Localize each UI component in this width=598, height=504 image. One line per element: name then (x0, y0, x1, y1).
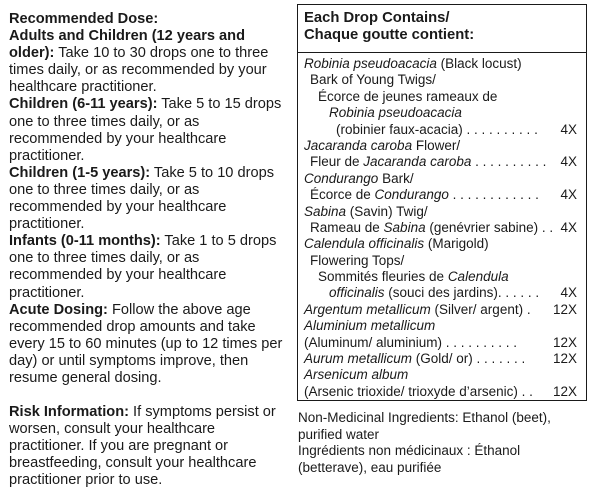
ingredient-line (298, 122, 586, 138)
ingredient-line (298, 220, 586, 236)
ingredient-line (298, 105, 586, 121)
ingredient-text-part: (souci des jardins). . . . . . (384, 285, 540, 301)
ingredient-text (304, 236, 489, 252)
children-6-11-dose: Children (6-11 years): Take 5 to 15 drops one to three times daily, or as recommended by your healthcare practitioner. (9, 96, 282, 164)
ingredient-line (298, 269, 586, 285)
ingredient-text-part: (Black locust) (436, 56, 522, 71)
ingredient-text (304, 367, 408, 383)
dilution-value: 4X (560, 219, 577, 235)
ingredient-text (318, 89, 497, 105)
ingredient-text (318, 269, 509, 285)
ingredient-line (298, 187, 586, 203)
ingredient-line (298, 72, 586, 88)
dosage-column (9, 11, 287, 490)
ingredient-text (304, 302, 531, 318)
latin-name: officinalis (329, 285, 385, 301)
ingredients-box (297, 4, 587, 401)
ingredient-text (336, 122, 538, 138)
ingredient-text (329, 285, 539, 301)
ingredient-text-part: Écorce de jeunes rameaux de (318, 88, 498, 104)
ingredient-text (304, 351, 525, 367)
non-medicinal-en: Non-Medicinal Ingredients: Ethanol (beet), purified water (298, 410, 551, 442)
latin-name: Robinia pseudoacacia (304, 56, 437, 71)
recommended-dose-heading: Recommended Dose: (9, 11, 159, 27)
dilution-value: 12X (552, 351, 577, 367)
box-title-fr: Chaque goutte contient: (304, 27, 475, 43)
dilution-value: 12X (552, 383, 577, 399)
ingredient-line (298, 138, 586, 154)
ingredients-box-title (304, 10, 474, 44)
ingredient-line (298, 384, 586, 400)
children-1-5-dose: Children (1-5 years): Take 5 to 10 drops one to three times daily, or as recommended by your healthcare practitioner. (9, 164, 274, 233)
latin-name: Condurango (304, 170, 379, 186)
latin-name: Arsenicum album (304, 367, 409, 383)
ingredient-text-part: . . . . . . . . . . . . (448, 187, 539, 203)
box-title-en: Each Drop Contains/ (304, 10, 450, 26)
dilution-value: 4X (560, 154, 577, 170)
ingredient-text (310, 187, 539, 203)
latin-name: Argentum metallicum (304, 301, 431, 317)
dilution-value: 12X (552, 334, 577, 350)
ingredient-text (304, 56, 522, 72)
ingredient-line (298, 253, 586, 269)
ingredient-text-part: (Gold/ or) . . . . . . . (412, 351, 526, 367)
latin-name: Sabina (304, 203, 347, 219)
latin-name: Jacaranda caroba (363, 154, 472, 170)
ingredient-text (304, 204, 428, 220)
ingredient-line (298, 56, 586, 72)
ingredient-line (298, 204, 586, 220)
non-medicinal-ingredients (298, 410, 590, 476)
ingredient-text (310, 220, 553, 236)
infants-dose: Infants (0-11 months): Take 1 to 5 drops one to three times daily, or as recommended by your healthcare practitioner. (9, 233, 277, 301)
ingredient-text (304, 384, 533, 400)
ingredient-text-part: . . . . . . . . . . (471, 154, 547, 170)
latin-name: Condurango (374, 187, 449, 203)
dilution-value: 4X (560, 121, 577, 137)
ingredient-line (298, 171, 586, 187)
dilution-value: 4X (560, 285, 577, 301)
latin-name: Sabina (383, 219, 426, 235)
ingredient-text-part: (robinier faux-acacia) . . . . . . . . . . (336, 121, 538, 137)
ingredient-text (310, 154, 546, 170)
ingredient-line (298, 302, 586, 318)
ingredient-text-part: Flower/ (412, 137, 461, 153)
ingredient-line (298, 154, 586, 170)
ingredient-text-part: (Arsenic trioxide/ trioxyde d’arsenic) . . (304, 383, 533, 399)
ingredient-line (298, 367, 586, 383)
ingredient-text-part: (Silver/ argent) . (430, 301, 531, 317)
box-divider (298, 52, 586, 53)
ingredient-text-part: Sommités fleuries de (318, 269, 448, 285)
ingredient-list (298, 56, 586, 400)
latin-name: Robinia pseudoacacia (329, 105, 462, 121)
ingredient-line (298, 285, 586, 301)
ingredient-text (304, 171, 414, 187)
risk-information: Risk Information: If symptoms persist or worsen, consult your healthcare practitioner. If you are pregnant or breastfeeding, consult your healthcare practitioner prior to use. (9, 404, 276, 489)
latin-name: Calendula officinalis (304, 236, 425, 252)
adults-dose: Adults and Children (12 years and older): Take 10 to 30 drops one to three times daily, or as recommended by your healthcare practitioner. (9, 28, 269, 96)
latin-name: Aluminium metallicum (304, 318, 436, 334)
latin-name: Calendula (447, 269, 509, 285)
latin-name: Jacaranda caroba (304, 137, 413, 153)
ingredient-text-part: Flowering Tops/ (310, 252, 405, 268)
ingredient-line (298, 351, 586, 367)
ingredient-text (304, 318, 435, 334)
ingredient-text (329, 105, 462, 121)
ingredient-text-part: Bark/ (378, 170, 414, 186)
ingredient-text-part: (Savin) Twig/ (346, 203, 428, 219)
ingredient-text-part: Rameau de (310, 219, 384, 235)
ingredient-line (298, 236, 586, 252)
dilution-value: 12X (552, 301, 577, 317)
ingredient-line (298, 89, 586, 105)
latin-name: Aurum metallicum (304, 351, 413, 367)
ingredient-line (298, 318, 586, 334)
ingredient-text (304, 335, 517, 351)
ingredient-text-part: (genévrier sabine) . . (425, 219, 554, 235)
ingredient-text (310, 253, 404, 269)
ingredient-text-part: Fleur de (310, 154, 364, 170)
ingredient-text (304, 138, 460, 154)
ingredient-text-part: Bark of Young Twigs/ (310, 72, 436, 88)
ingredient-text-part: (Aluminum/ aluminium) . . . . . . . . . . (304, 334, 518, 350)
acute-dosing: Acute Dosing: Follow the above age recommended drop amounts and take every 15 to 60 minutes (up to 12 times per day) or until symptoms improve, then resume general dosing. (9, 301, 283, 386)
non-medicinal-fr: Ingrédients non médicinaux : Éthanol (betterave), eau purifiée (298, 443, 521, 475)
ingredient-text (310, 72, 436, 88)
dilution-value: 4X (560, 187, 577, 203)
ingredient-text-part: (Marigold) (424, 236, 489, 252)
ingredient-line (298, 335, 586, 351)
ingredient-text-part: Écorce de (310, 187, 375, 203)
